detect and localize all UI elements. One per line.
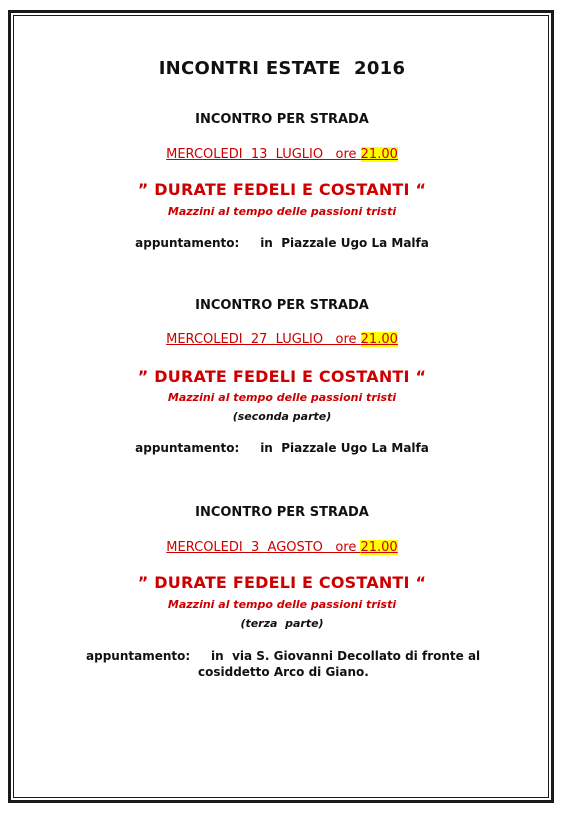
event-2-date bbox=[0, 328, 564, 347]
event-2-time: 21.00 bbox=[360, 332, 398, 347]
event-2-title: ” DURATE FEDELI E COSTANTI “ bbox=[137, 367, 427, 386]
event-1-heading: INCONTRO PER STRADA bbox=[195, 112, 369, 127]
event-3-appointment-line-1: appuntamento: in via S. Giovanni Decollato di fronte al bbox=[86, 649, 481, 663]
event-3-part: (terza parte) bbox=[240, 617, 324, 630]
event-1-date bbox=[0, 143, 564, 162]
event-3-time: 21.00 bbox=[360, 540, 398, 555]
event-3-date bbox=[0, 536, 564, 555]
event-3-heading: INCONTRO PER STRADA bbox=[195, 505, 369, 520]
flyer-title: INCONTRI ESTATE 2016 bbox=[158, 58, 406, 79]
event-2-appointment: appuntamento: in Piazzale Ugo La Malfa bbox=[135, 441, 429, 455]
event-1-time: 21.00 bbox=[360, 147, 398, 162]
event-2-heading: INCONTRO PER STRADA bbox=[195, 298, 369, 313]
event-1-date-text: MERCOLEDI 13 LUGLIO ore 21.00 bbox=[166, 147, 398, 162]
event-3-appointment-line-2: cosiddetto Arco di Giano. bbox=[198, 665, 369, 679]
event-3-date-text: MERCOLEDI 3 AGOSTO ore 21.00 bbox=[166, 540, 398, 555]
event-1-subtitle: Mazzini al tempo delle passioni tristi bbox=[167, 205, 397, 218]
event-2-part: (seconda parte) bbox=[232, 410, 332, 423]
event-1-appointment: appuntamento: in Piazzale Ugo La Malfa bbox=[135, 236, 429, 250]
event-3-appointment bbox=[86, 648, 526, 680]
event-1-title: ” DURATE FEDELI E COSTANTI “ bbox=[137, 180, 427, 199]
event-3-title: ” DURATE FEDELI E COSTANTI “ bbox=[137, 573, 427, 592]
event-2-date-text: MERCOLEDI 27 LUGLIO ore 21.00 bbox=[166, 332, 398, 347]
event-3-subtitle: Mazzini al tempo delle passioni tristi bbox=[167, 598, 397, 611]
event-2-subtitle: Mazzini al tempo delle passioni tristi bbox=[167, 391, 397, 404]
